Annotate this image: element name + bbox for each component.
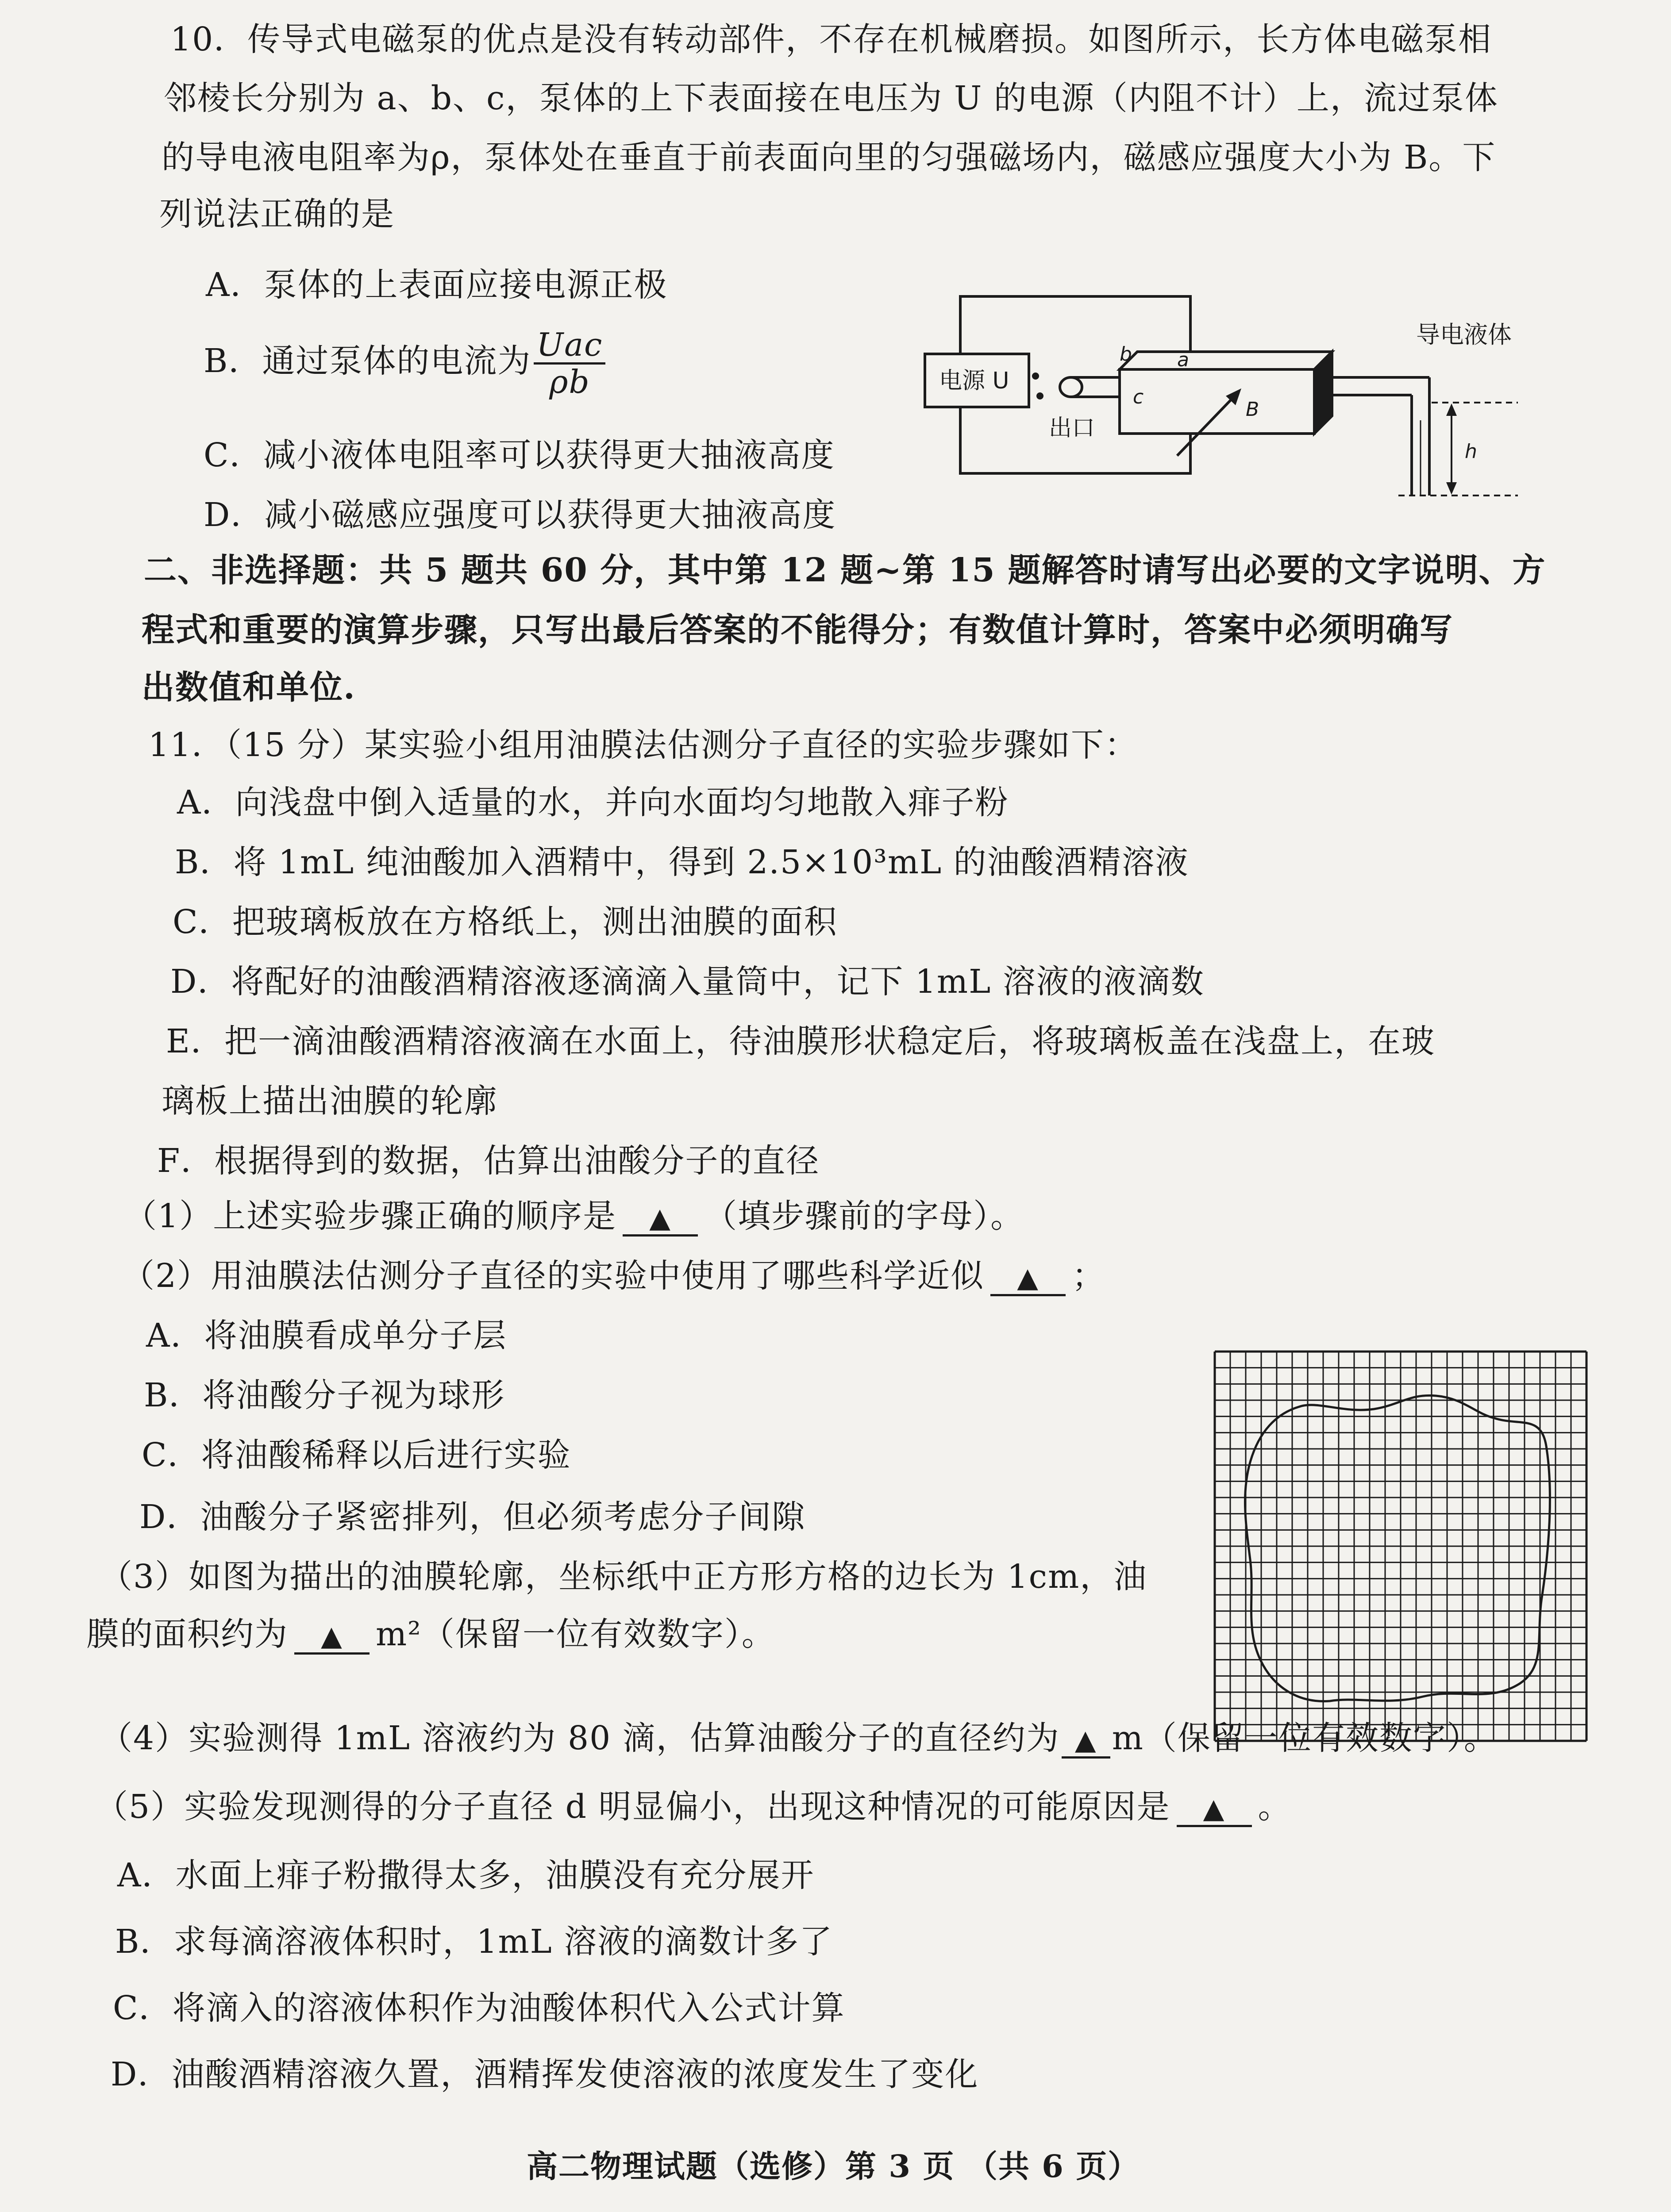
q11-step-f: F．根据得到的数据，估算出油酸分子的直径	[157, 1142, 820, 1180]
current-fraction	[534, 327, 605, 399]
q10-stem-line-2: 邻棱长分别为 a、b、c，泵体的上下表面接在电压为 U 的电源（内阻不计）上，流过泵体	[164, 79, 1498, 117]
answer-blank-5[interactable]: ▲	[1177, 1792, 1252, 1827]
q11-part-2-option-a: A．将油膜看成单分子层	[146, 1317, 507, 1355]
fraction-denominator: ρb	[549, 363, 590, 401]
q11-stem: 11．（15 分）某实验小组用油膜法估测分子直径的实验步骤如下：	[148, 726, 1138, 764]
part-5-end: 。	[1258, 1788, 1292, 1826]
oil-film-outline	[1245, 1395, 1550, 1701]
section2-line-1: 二、非选择题：共 5 题共 60 分，其中第 12 题~第 15 题解答时请写出必要的文字说明、方	[144, 551, 1546, 589]
q11-part-5-option-d: D．油酸酒精溶液久置，酒精挥发使溶液的浓度发生了变化	[111, 2055, 979, 2093]
field-label-B: B	[1246, 398, 1259, 421]
pump-top-face	[1120, 352, 1332, 369]
power-source-label: 电源 U	[939, 368, 1009, 394]
q10-option-b-text: B．通过泵体的电流为	[204, 342, 531, 380]
q11-step-e-line-1: E．把一滴油酸酒精溶液滴在水面上，待油膜形状稳定后，将玻璃板盖在浅盘上，在玻	[166, 1022, 1436, 1060]
height-arrow-down	[1446, 482, 1457, 495]
q11-part-5-option-b: B．求每滴溶液体积时，1mL 溶液的滴数计多了	[115, 1923, 833, 1961]
q11-part-4	[100, 1719, 1498, 1759]
outlet-label: 出口	[1049, 415, 1095, 442]
q11-step-c: C．把玻璃板放在方格纸上，测出油膜的面积	[173, 903, 838, 941]
q11-part-2-option-c: C．将油酸稀释以后进行实验	[142, 1436, 571, 1474]
q10-stem-line-1: 10．传导式电磁泵的优点是没有转动部件，不存在机械磨损。如图所示，长方体电磁泵相	[170, 20, 1492, 58]
part-1-note: （填步骤前的字母）。	[704, 1197, 1024, 1235]
edge-label-b: b	[1120, 343, 1132, 365]
answer-blank-1[interactable]: ▲	[623, 1202, 698, 1237]
section2-line-2: 程式和重要的演算步骤，只写出最后答案的不能得分；有数值计算时，答案中必须明确写	[142, 611, 1453, 649]
q10-option-d: D．减小磁感应强度可以获得更大抽液高度	[204, 496, 836, 534]
q11-part-3-line-1: （3）如图为描出的油膜轮廓，坐标纸中正方形方格的边长为 1cm，油	[100, 1558, 1147, 1596]
q10-option-a: A．泵体的上表面应接电源正极	[206, 266, 668, 304]
height-label-h: h	[1465, 440, 1477, 463]
edge-label-c: c	[1133, 386, 1144, 408]
q11-part-2-option-d: D．油酸分子紧密排列，但必须考虑分子间隙	[139, 1498, 806, 1536]
pump-front-face	[1120, 369, 1314, 434]
fraction-numerator: Uac	[534, 327, 605, 365]
liquid-drop	[1036, 392, 1043, 399]
liquid-drop	[1032, 373, 1039, 380]
pump-diagram	[916, 288, 1536, 518]
q11-part-5-option-a: A．水面上痱子粉撒得太多，油膜没有充分展开	[117, 1856, 815, 1894]
answer-blank-2[interactable]: ▲	[990, 1261, 1066, 1296]
edge-label-a: a	[1177, 349, 1189, 371]
outlet-pipe-end	[1060, 377, 1082, 397]
q10-stem-line-4: 列说法正确的是	[159, 195, 395, 233]
q11-part-2-option-b: B．将油酸分子视为球形	[144, 1376, 505, 1414]
q11-step-d: D．将配好的油酸酒精溶液逐滴滴入量筒中，记下 1mL 溶液的液滴数	[170, 963, 1205, 1001]
q11-step-a: A．向浅盘中倒入适量的水，并向水面均匀地散入痱子粉	[177, 783, 1009, 822]
q11-step-e-line-2: 璃板上描出油膜的轮廓	[162, 1082, 498, 1120]
liquid-label: 导电液体	[1416, 321, 1512, 349]
q11-part-5	[95, 1787, 1292, 1827]
q11-part-3-line-2	[86, 1615, 775, 1655]
part-2-prompt: （2）用油膜法估测分子直径的实验中使用了哪些科学近似	[122, 1257, 985, 1295]
part-1-prompt: （1）上述实验步骤正确的顺序是	[124, 1197, 617, 1235]
part-4-unit: m（保留一位有效数字）。	[1112, 1719, 1498, 1757]
grid-lines	[1215, 1352, 1586, 1741]
q11-part-5-option-c: C．将滴入的溶液体积作为油酸体积代入公式计算	[113, 1989, 845, 2027]
q10-stem-line-3: 的导电液电阻率为ρ，泵体处在垂直于前表面向里的匀强磁场内，磁感应强度大小为 B。下	[162, 138, 1496, 177]
part-3-unit: m²（保留一位有效数字）。	[376, 1615, 775, 1653]
part-5-prompt: （5）实验发现测得的分子直径 d 明显偏小，出现这种情况的可能原因是	[95, 1788, 1170, 1826]
q11-step-b: B．将 1mL 纯油酸加入酒精中，得到 2.5×10³mL 的油酸酒精溶液	[175, 843, 1189, 881]
part-3-prompt: 膜的面积约为	[86, 1615, 288, 1653]
page-footer: 高二物理试题（选修）第 3 页 （共 6 页）	[527, 2148, 1140, 2185]
section2-line-3: 出数值和单位.	[142, 668, 356, 707]
part-4-prompt: （4）实验测得 1mL 溶液约为 80 滴，估算油酸分子的直径约为	[100, 1719, 1060, 1757]
answer-blank-4[interactable]: ▲	[1062, 1724, 1110, 1759]
q10-option-b	[204, 327, 608, 399]
q11-part-1	[124, 1197, 1024, 1237]
oil-film-grid-figure	[1210, 1347, 1591, 1745]
height-arrow-up	[1446, 403, 1457, 416]
q11-part-2	[122, 1256, 1105, 1296]
answer-blank-3[interactable]: ▲	[294, 1620, 370, 1655]
q10-option-c: C．减小液体电阻率可以获得更大抽液高度	[204, 436, 835, 474]
part-2-end: ；	[1072, 1257, 1106, 1295]
